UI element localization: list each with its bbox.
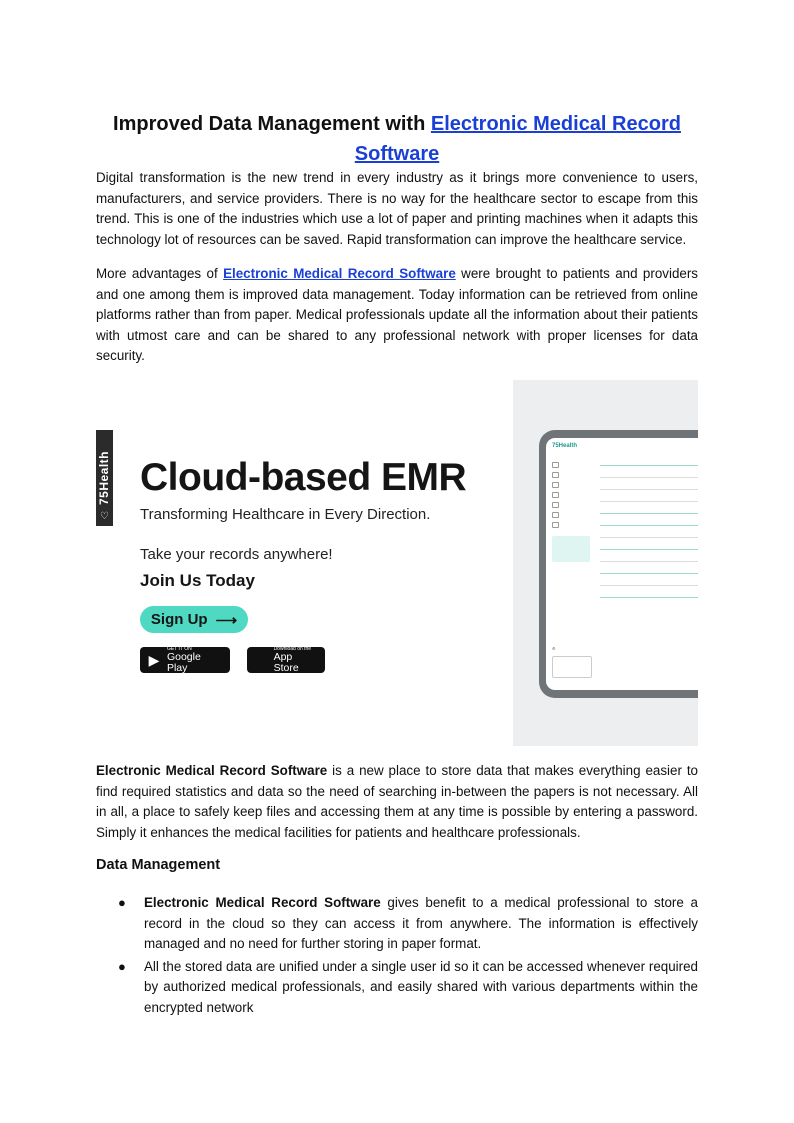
app-store-button[interactable] (247, 647, 325, 673)
heart-logo-icon: ♡ (100, 511, 109, 522)
screen-sidebar-item (552, 500, 592, 510)
title-link-emr[interactable]: Electronic Medical Record (430, 113, 681, 136)
google-play-button[interactable] (140, 647, 230, 673)
emr-software-link[interactable]: Electronic Medical Record Software (223, 266, 456, 281)
sign-up-button[interactable] (140, 606, 248, 633)
bullet-icon: ● (118, 895, 126, 910)
data-management-list (96, 893, 698, 1021)
list-item (96, 893, 698, 955)
screen-sidebar-item (552, 480, 592, 490)
banner-join-text: Join Us Today (140, 571, 255, 590)
paragraph-advantages-after: were brought to patients and providers and one among them is improved data management. Today information can be retrieved from online platforms rather than from paper. Medical professionals update all the information about their patients with utmost care and can be shared to any professional network with proper licenses for data security. (96, 266, 698, 364)
cloud-emr-banner (96, 380, 698, 746)
google-play-small: GET IT ON (166, 646, 192, 652)
banner-headline: Cloud-based EMR (140, 456, 467, 499)
screen-sidebar-item (552, 470, 592, 480)
list-item (96, 957, 698, 1019)
play-store-icon: ▶ (148, 651, 160, 668)
screen-settings-item: ⚙ (552, 646, 556, 651)
paragraph-advantages (96, 264, 698, 367)
brand-logo-text: 75Health (97, 450, 112, 506)
app-store-big: App Store (273, 651, 299, 674)
google-play-big: Google Play (166, 651, 201, 674)
page-title (96, 109, 698, 169)
list-item-bold: Electronic Medical Record Software (144, 895, 381, 910)
screen-sidebar-item (552, 460, 592, 470)
banner-subheadline: Transforming Healthcare in Every Direction. (140, 506, 431, 523)
tablet-screen (546, 438, 698, 690)
paragraph-emr-rest: is a new place to store data that makes everything easier to find required statistics and data so the need of searching in-between the papers is not necessary. All in all, a place to safely keep files and accessing them at any time is possible by entering a password. Simply it enhances the medical facilities for patients and healthcare professionals. (96, 763, 698, 840)
screen-sidebar (552, 460, 592, 530)
bullet-icon: ● (118, 958, 126, 974)
title-prefix: Improved Data Management with (113, 113, 431, 136)
paragraph-intro: Digital transformation is the new trend in every industry as it brings more convenience to users, manufacturers, and service providers. There is no way for the healthcare sector to escape from this trend. This is one of the industries which use a lot of paper and printing machines when it adapts this technology lot of resources can be saved. Rapid transformation can improve the healthcare service. (96, 170, 698, 247)
screen-promo-card (552, 536, 590, 562)
screen-sidebar-item (552, 510, 592, 520)
sign-up-label: Sign Up (150, 611, 208, 628)
paragraph-emr-bold: Electronic Medical Record Software (96, 763, 328, 778)
screen-sidebar-item (552, 490, 592, 500)
app-store-small: Download on the (273, 646, 312, 652)
paragraph-emr-definition (96, 761, 698, 843)
banner-take-text: Take your records anywhere! (140, 546, 333, 563)
brand-bar (96, 430, 113, 526)
list-item-text: All the stored data are unified under a single user id so it can be accessed whenever required by authorized medical professionals, and easily shared with various departments within the encrypted network (144, 958, 698, 1015)
section-heading: Data Management (96, 857, 221, 873)
screen-plan-box (552, 656, 592, 678)
screen-main-area (600, 460, 698, 604)
list-item-text: gives benefit to a medical professional to store a record in the cloud so they can access it from anywhere. The information is effectively managed and no need for further storing in paper format. (144, 895, 698, 952)
paragraph-advantages-before: More advantages of (96, 266, 224, 281)
screen-sidebar-item (552, 520, 592, 530)
arrow-right-icon: ⟶ (215, 611, 238, 629)
screen-logo: 75Health (552, 443, 578, 449)
title-link-software[interactable]: Software (354, 143, 440, 166)
